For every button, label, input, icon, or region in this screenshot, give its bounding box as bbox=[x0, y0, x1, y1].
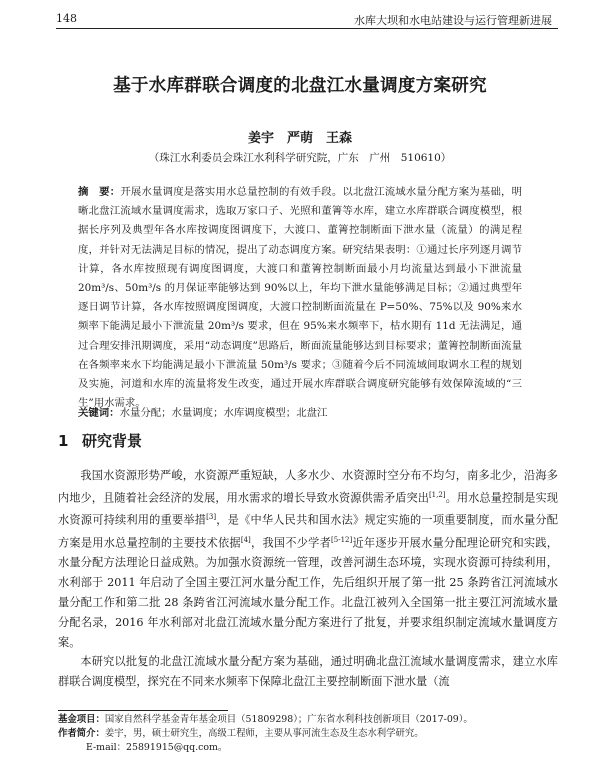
author-email: E-mail：25891915@qq.com。 bbox=[86, 741, 228, 753]
fund-note bbox=[58, 713, 558, 727]
abstract-label: 摘 要： bbox=[78, 186, 121, 198]
author-label: 作者简介： bbox=[58, 727, 105, 739]
keywords-label: 关键词： bbox=[78, 407, 120, 419]
footnote-rule bbox=[58, 710, 228, 711]
citation: [1,2] bbox=[428, 490, 446, 499]
keywords bbox=[78, 405, 522, 421]
citation: [5-12] bbox=[331, 535, 353, 544]
citation: [3] bbox=[206, 513, 217, 522]
abstract bbox=[78, 183, 522, 413]
affiliation: （珠江水利委员会珠江水利科学研究院，广东 广州 510610） bbox=[148, 152, 452, 164]
keywords-text: 水量分配；水量调度；水库调度模型；北盘江 bbox=[119, 407, 328, 419]
paragraph-text: ，是《中华人民共和国水法》规定实施的一项重要制度，而水量分配方案是用水总量控制的主要技术依据 bbox=[58, 514, 558, 550]
fund-text: 国家自然科学基金青年基金项目（51809298）；广东省水利科技创新项目（2017-09）。 bbox=[104, 714, 473, 725]
section-heading bbox=[58, 430, 358, 451]
author-list: 姜宇 严萌 王森 bbox=[247, 131, 352, 146]
paragraph-text: 我国水资源形势严峻，水资源严重短缺，人多水少、水资源时空分布不均匀，南多北少，沿海多内地少，且随着社会经济的发展，用水需求的增长导致水资源供需矛盾突出 bbox=[58, 469, 558, 505]
paragraph-text: 。用水总量控制是实现水资源可持续利用的重要举措 bbox=[58, 491, 558, 528]
journal-title: 水库大坝和水电站建设与运行管理新进展 bbox=[354, 14, 552, 27]
author-note bbox=[58, 727, 558, 741]
fund-label: 基金项目： bbox=[58, 714, 105, 725]
running-header bbox=[56, 10, 558, 29]
author-text: 姜宇，男，硕士研究生，高级工程师，主要从事河流生态及生态水利学研究。 bbox=[104, 727, 424, 739]
paragraph-text: 本研究以批复的北盘江流域水量分配方案为基础，通过明确北盘江流域水量调度需求，建立水库群联合调度模型，探究在不同来水频率下保障北盘江主要控制断面下泄水量（流 bbox=[58, 655, 558, 689]
paragraph bbox=[58, 466, 558, 652]
body-text bbox=[58, 466, 558, 692]
section-title: 研究背景 bbox=[82, 432, 143, 450]
abstract-text: 开展水量调度是落实用水总量控制的有效手段。以北盘江流域水量分配方案为基础，明晰北盘江流域水量调度需求，选取万家口子、光照和董箐等水库，建立水库群联合调度模型，根据长序列及典型年各水库按调度图调度下，大渡口、董箐控制断面下泄水量（流量）的满足程度，并针对无法满足目标的情况，提出了动态调度方案。研究结果表明：①通过长序列逐月调节计算，各水库按照现有调度图调度，大渡口和董箐控制断面最小月均流量达到最小下泄流量 20m³/s、50m³/s 的月保证率能够达到 90%以上，年均下泄水量能够满足目标；②通过典型年逐日调节计算，各水库按照调度图调度，大渡口控制断面流量在 P=50%、75%以及 90%来水频率下能满足最小下泄流量 20m³/s 要求，但在 95%来水频率下，枯水期有 11d 无法满足，通过合理安排汛期调度，采用“动态调度”思路后，断面流量能够达到目标要求；董箐控制断面流量在各频率来水下均能满足最小下泄流量 50m³/s 要求；③随着今后不同流域间取调水工程的规划及实施，河道和水库的流量将发生改变，通过开展水库群联合调度研究能够有效保障流域的“三生”用水需求。 bbox=[78, 186, 523, 410]
section-number: 1 bbox=[58, 432, 69, 450]
page-number: 148 bbox=[56, 12, 77, 25]
paragraph-text: ，我国不少学者 bbox=[250, 536, 332, 550]
footnote bbox=[58, 713, 558, 754]
paragraph bbox=[58, 652, 558, 692]
paper-title: 基于水库群联合调度的北盘江水量调度方案研究 bbox=[113, 76, 487, 96]
citation: [4] bbox=[240, 535, 251, 544]
paragraph-text: 近年逐步开展水量分配理论研究和实践，水量分配方法理论日益成熟。为加强水资源统一管理，改善河湖生态环境，实现水资源可持续利用，水利部于 2011 年启动了全国主要江河水量分配工作，先后组织开展了第一批 25 条跨省江河流域水量分配工作和第二批 28 条跨省江河流域水量分配工作。北盘江被列入全国第一批主要江河流域水量分配名录，2016 年水利部对北盘江流域水量分配方案进行了批复，并要求组织制定流域水量调度方案。 bbox=[58, 536, 558, 649]
